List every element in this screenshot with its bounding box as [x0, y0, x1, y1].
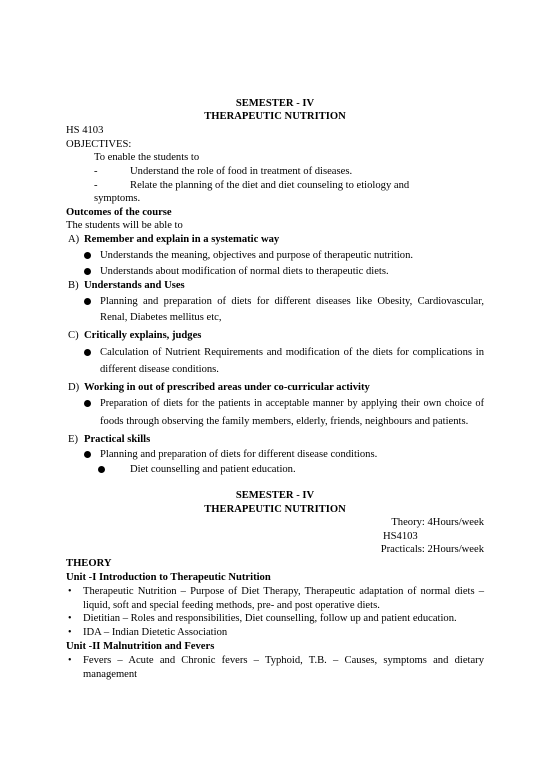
list-item-continuation: liquid, soft and special feeding methods, pre- and post operative diets. [83, 600, 380, 611]
course-code: HS4103 [383, 531, 418, 542]
group-letter: C) [68, 330, 79, 341]
bullet-icon: • [68, 627, 72, 638]
list-item: Planning and preparation of diets for different disease conditions. [100, 449, 378, 460]
list-item: Planning and preparation of diets for different diseases like Obesity, Cardiovascular, [100, 296, 484, 307]
group-letter: B) [68, 280, 79, 291]
course-code: HS 4103 [66, 125, 104, 136]
list-item: Calculation of Nutrient Requirements and modification of the diets for complications in [100, 347, 484, 358]
unit-heading: Unit -I Introduction to Therapeutic Nutrition [66, 572, 271, 583]
theory-hours: Theory: 4Hours/week [391, 517, 484, 528]
objective-continuation: symptoms. [94, 193, 141, 204]
bullet-icon [98, 466, 105, 473]
bullet-icon [84, 400, 91, 407]
practical-hours: Practicals: 2Hours/week [380, 544, 484, 555]
list-item-continuation: foods through observing the family members, elderly, friends, neighbours and patients. [100, 416, 469, 427]
group-heading: Critically explains, judges [84, 330, 202, 341]
list-item: Diet counselling and patient education. [130, 464, 296, 475]
group-heading: Understands and Uses [84, 280, 185, 291]
bullet-icon: • [68, 655, 72, 666]
list-item: Fevers – Acute and Chronic fevers – Typhoid, T.B. – Causes, symptoms and dietary [83, 655, 484, 666]
list-item: Understands about modification of normal diets to therapeutic diets. [100, 266, 389, 277]
list-item-continuation: Renal, Diabetes mellitus etc, [100, 312, 222, 323]
outcomes-heading: Outcomes of the course [66, 207, 172, 218]
list-item: Preparation of diets for the patients in acceptable manner by applying their own choice of [100, 398, 484, 409]
list-item: Therapeutic Nutrition – Purpose of Diet Therapy, Therapeutic adaptation of normal diets – [83, 586, 484, 597]
outcomes-intro: The students will be able to [66, 220, 183, 231]
bullet-icon: • [68, 613, 72, 624]
bullet-icon [84, 268, 91, 275]
group-letter: D) [68, 382, 80, 393]
bullet-icon [84, 451, 91, 458]
objective-item: Relate the planning of the diet and diet counseling to etiology and [130, 180, 410, 191]
course-title: THERAPEUTIC NUTRITION [204, 111, 346, 122]
group-heading: Practical skills [84, 434, 151, 445]
group-letter: E) [68, 434, 78, 445]
list-item-continuation: management [83, 669, 138, 680]
course-title: THERAPEUTIC NUTRITION [204, 504, 346, 515]
list-item: Understands the meaning, objectives and purpose of therapeutic nutrition. [100, 250, 414, 261]
theory-heading: THEORY [66, 558, 112, 569]
objectives-heading: OBJECTIVES: [66, 139, 132, 150]
bullet-icon [84, 298, 91, 305]
unit-heading: Unit -II Malnutrition and Fevers [66, 641, 215, 652]
bullet-icon: • [68, 586, 72, 597]
group-heading: Working in out of prescribed areas under co-curricular activity [84, 382, 370, 393]
semester-heading: SEMESTER - IV [235, 490, 315, 501]
objective-dash: - [94, 166, 98, 177]
objective-item: Understand the role of food in treatment of diseases. [130, 166, 353, 177]
list-item-continuation: different disease conditions. [100, 364, 219, 375]
bullet-icon [84, 252, 91, 259]
objective-dash: - [94, 180, 98, 191]
list-item: IDA – Indian Dietetic Association [83, 627, 228, 638]
group-heading: Remember and explain in a systematic way [84, 234, 280, 245]
group-letter: A) [68, 234, 80, 245]
objectives-intro: To enable the students to [94, 152, 200, 163]
semester-heading: SEMESTER - IV [235, 98, 315, 109]
bullet-icon [84, 349, 91, 356]
list-item: Dietitian – Roles and responsibilities, Diet counselling, follow up and patient education. [83, 613, 457, 624]
